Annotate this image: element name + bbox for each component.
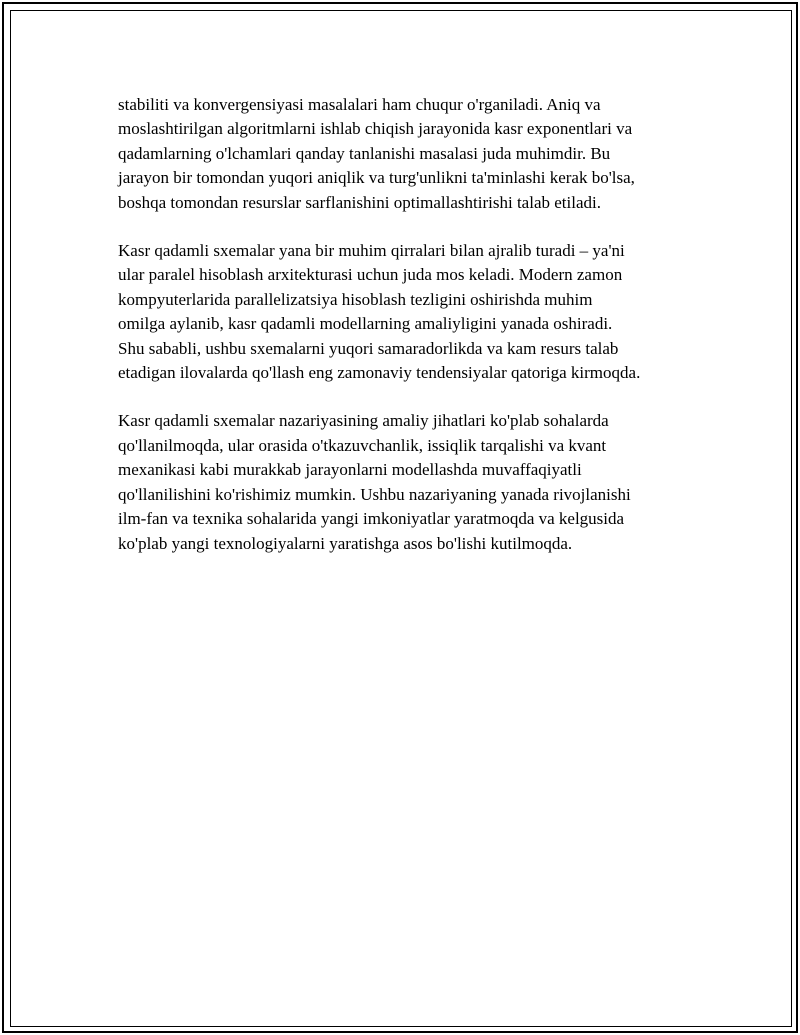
- paragraph-2: Kasr qadamli sxemalar yana bir muhim qirralari bilan ajralib turadi – ya'ni ular paralel hisoblash arxitekturasi uchun juda mos keladi. Modern zamon kompyuterlarida parallelizatsiya hisoblash tezligini oshirishda muhim omilga aylanib, kasr qadamli modellarning amaliyligini yanada oshiradi. Shu sababli, ushbu sxemalarni yuqori samaradorlikda va kam resurs talab etadigan ilovalarda qo'llash eng zamonaviy tendensiyalar qatoriga kirmoqda.: [118, 241, 641, 383]
- paragraph-3: Kasr qadamli sxemalar nazariyasining amaliy jihatlari ko'plab sohalarda qo'llanilmoqda, ular orasida o'tkazuvchanlik, issiqlik tarqalishi va kvant mexanikasi kabi murakkab jarayonlarni modellashda muvaffaqiyatli qo'llanilishini ko'rishimiz mumkin. Ushbu nazariyaning yanada rivojlanishi ilm-fan va texnika sohalarida yangi imkoniyatlar yaratmoqda va kelgusida ko'plab yangi texnologiyalarni yaratishga asos bo'lishi kutilmoqda.: [118, 411, 631, 553]
- paragraph-1: stabiliti va konvergensiyasi masalalari ham chuqur o'rganiladi. Aniq va moslashtirilgan algoritmlarni ishlab chiqish jarayonida kasr exponentlari va qadamlarning o'lchamlari qanday tanlanishi masalasi juda muhimdir. Bu jarayon bir tomondan yuqori aniqlik va turg'unlikni ta'minlashi kerak bo'lsa, boshqa tomondan resurslar sarflanishini optimallashtirishi talab etiladi.: [118, 95, 635, 212]
- document-body: [118, 93, 708, 580]
